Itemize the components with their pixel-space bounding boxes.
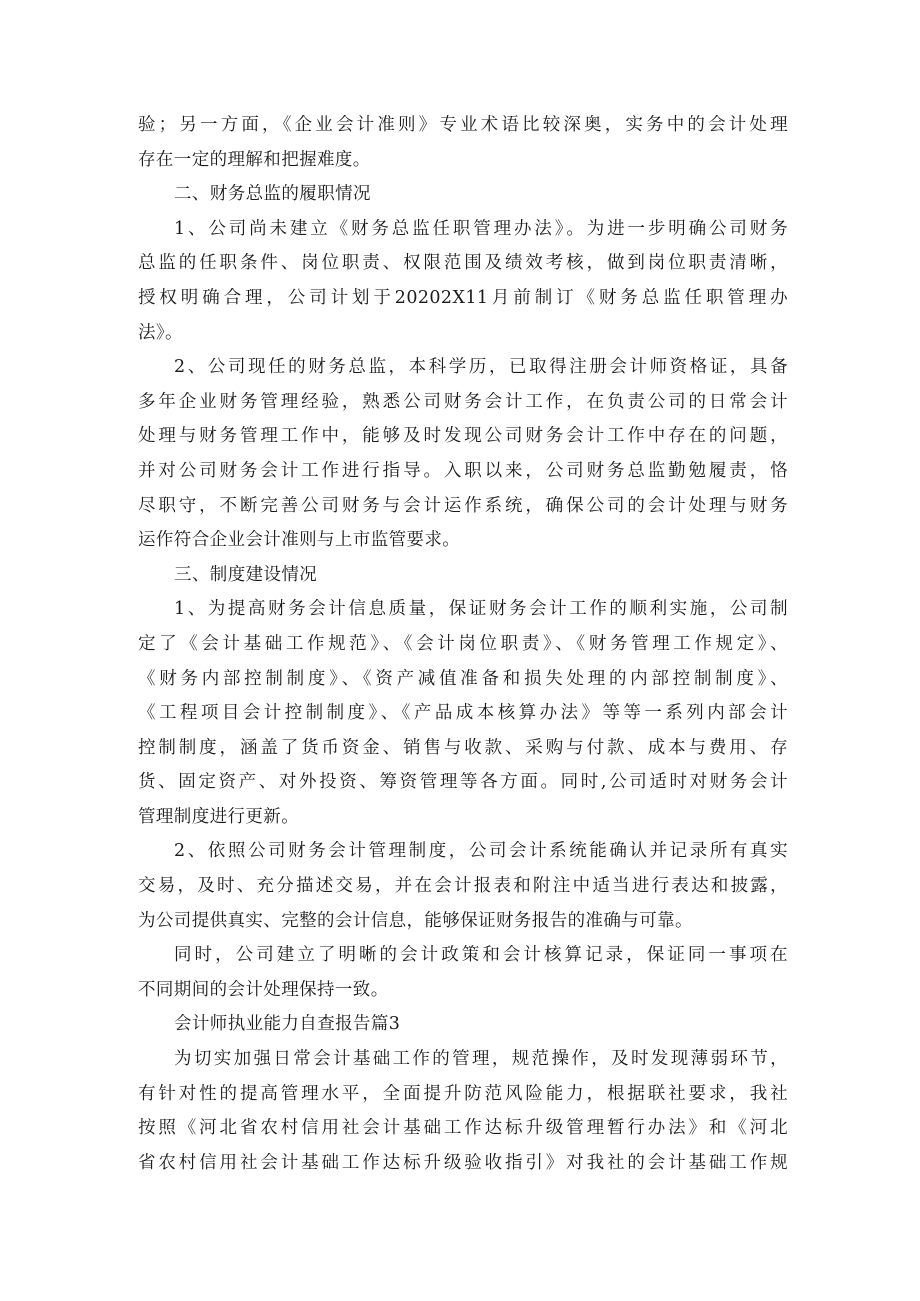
document-page [138,108,788,1180]
text-line: 《工程项目会计控制制度》、《产品成本核算办法》等等一系列内部会计 [138,703,788,724]
text-line: 控制制度，涵盖了货币资金、销售与收款、采购与付款、成本与费用、存 [138,737,788,758]
text-line: 同时，公司建立了明晰的会计政策和会计核算记录，保证同一事项在 [174,945,788,966]
text-line: 省农村信用社会计基础工作达标升级验收指引》对我社的会计基础工作规 [138,1152,788,1173]
text-line: 货、固定资产、对外投资、筹资管理等各方面。同时,公司适时对财务会计 [138,772,788,793]
text-line: 按照《河北省农村信用社会计基础工作达标升级管理暂行办法》和《河北 [138,1118,788,1139]
text-line: 有针对性的提高管理水平，全面提升防范风险能力，根据联社要求，我社 [138,1083,788,1104]
text-line: 不同期间的会计处理保持一致。 [138,979,389,1000]
text-line: 三、制度建设情况 [174,564,318,585]
text-line: 交易，及时、充分描述交易，并在会计报表和附注中适当进行表达和披露， [138,876,788,897]
text-line: 为切实加强日常会计基础工作的管理，规范操作，及时发现薄弱环节， [174,1049,788,1070]
text-line: 多年企业财务管理经验，熟悉公司财务会计工作，在负责公司的日常会计 [138,391,788,412]
text-line: 定了《会计基础工作规范》、《会计岗位职责》、《财务管理工作规定》、 [138,633,788,654]
text-line: 二、财务总监的履职情况 [174,184,371,205]
text-line: 管理制度进行更新。 [138,806,300,827]
text-line: 并对公司财务会计工作进行指导。入职以来，公司财务总监勤勉履责，恪 [138,460,788,481]
text-line: 2、公司现任的财务总监，本科学历，已取得注册会计师资格证，具备 [174,357,788,378]
text-line: 存在一定的理解和把握难度。 [138,149,371,170]
text-line: 总监的任职条件、岗位职责、权限范围及绩效考核，做到岗位职责清晰， [138,253,788,274]
text-line: 会计师执业能力自查报告篇3 [174,1014,401,1035]
text-line: 法》。 [138,322,183,343]
text-line: 2、依照公司财务会计管理制度，公司会计系统能确认并记录所有真实 [174,841,788,862]
text-line: 运作符合企业会计准则与上市监管要求。 [138,530,461,551]
text-line: 授权明确合理，公司计划于20202X11月前制订《财务总监任职管理办 [138,287,788,308]
text-line: 为公司提供真实、完整的会计信息，能够保证财务报告的准确与可靠。 [138,910,693,931]
text-line: 处理与财务管理工作中，能够及时发现公司财务会计工作中存在的问题， [138,426,788,447]
text-line: 尽职守，不断完善公司财务与会计运作系统，确保公司的会计处理与财务 [138,495,788,516]
text-line: 1、为提高财务会计信息质量，保证财务会计工作的顺利实施，公司制 [174,599,788,620]
text-line: 验；另一方面，《企业会计准则》专业术语比较深奥，实务中的会计处理 [138,115,788,135]
text-line: 《财务内部控制制度》、《资产减值准备和损失处理的内部控制制度》、 [138,668,788,689]
text-line: 1、公司尚未建立《财务总监任职管理办法》。为进一步明确公司财务 [174,218,788,239]
